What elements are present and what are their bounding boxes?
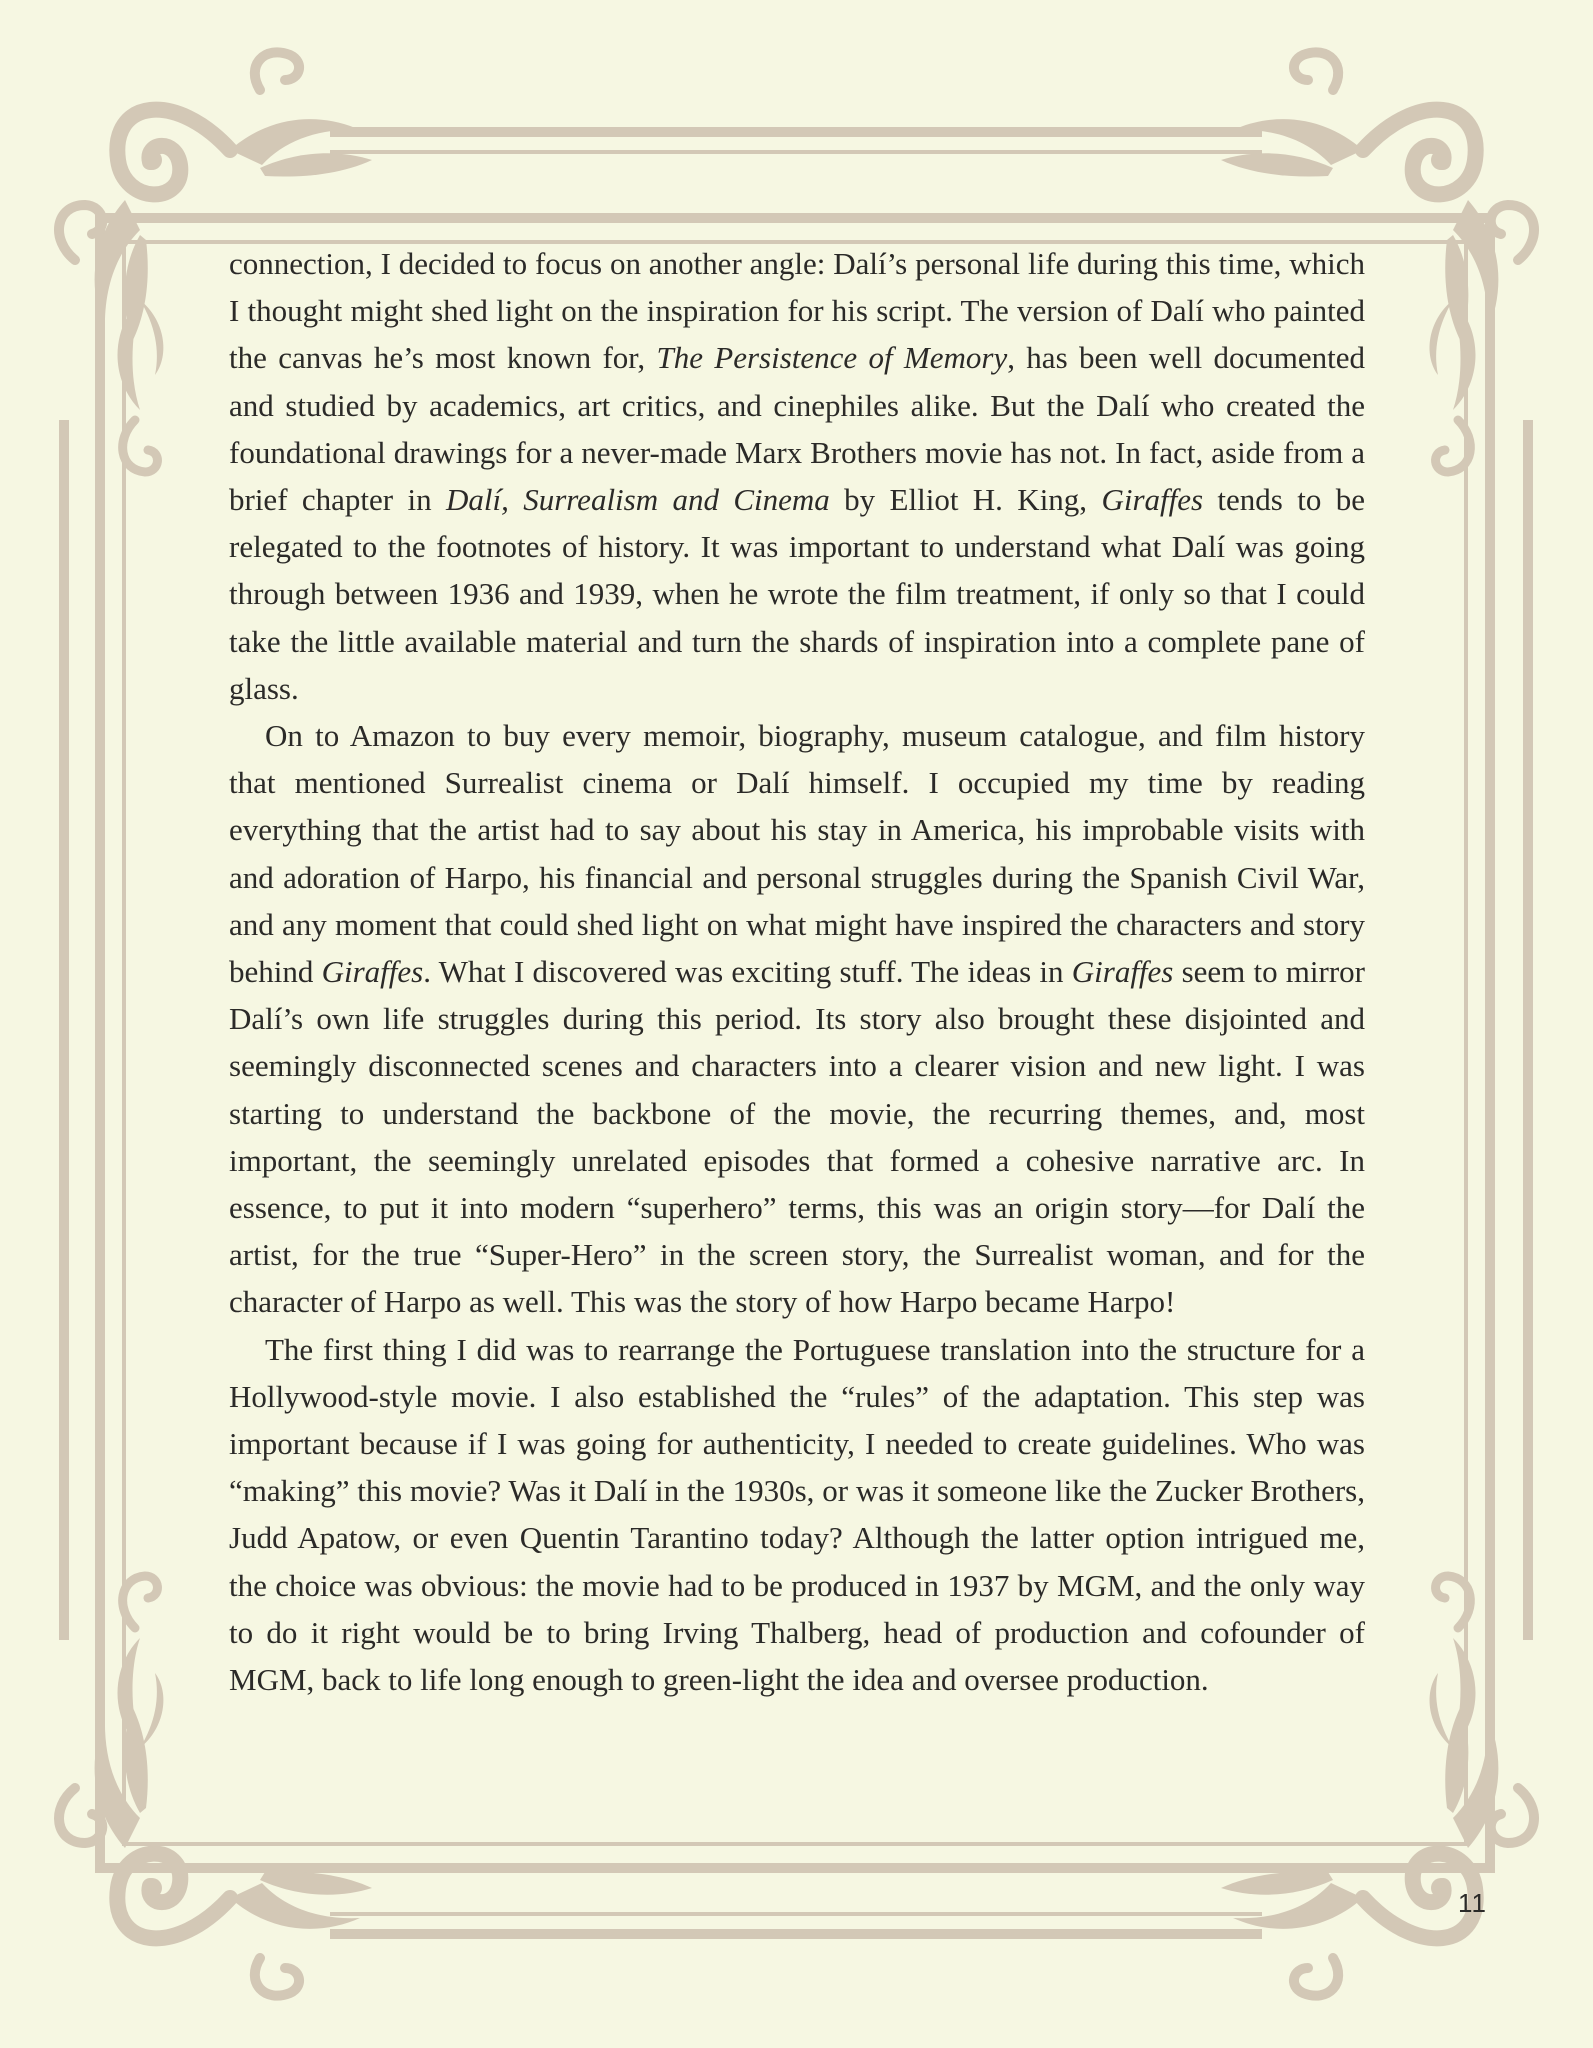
- body-text: [229, 240, 1365, 1703]
- text-run: connection, I decided to focus on another angle: Dalí’s personal life during this time, which I thought might shed light on the inspiration for his script. The version of Dalí who painted the canvas he’s most known for,: [229, 246, 1365, 376]
- paragraph: [229, 712, 1365, 1326]
- text-run: On to Amazon to buy every memoir, biography, museum catalogue, and film history that mentioned Surrealist cinema or Dalí himself. I occupied my time by reading everything that the artist had to say about his stay in America, his improbable visits with and adoration of Harpo, his financial and personal struggles during the Spanish Civil War, and any moment that could shed light on what might have inspired the characters and story behind: [229, 718, 1365, 990]
- text-run: . What I discovered was exciting stuff. The ideas in: [423, 954, 1072, 990]
- italic-title: Giraffes: [1101, 482, 1204, 518]
- text-run: by Elliot H. King,: [829, 482, 1102, 518]
- italic-title: The Persistence of Memory: [656, 340, 1008, 376]
- italic-title: Giraffes: [1071, 954, 1174, 990]
- text-run: seem to mirror Dalí’s own life struggles during this period. Its story also brought these disjointed and seemingly disconnected scenes and characters into a clearer vision and new light. I was starting to understand the backbone of the movie, the recurring themes, and, most important, the seemingly unrelated episodes that formed a cohesive narrative arc. In essence, to put it into modern “superhero” terms, this was an origin story—for Dalí the artist, for the true “Super-Hero” in the screen story, the Surrealist woman, and for the character of Harpo as well. This was the story of how Harpo became Harpo!: [229, 954, 1366, 1320]
- text-run: The first thing I did was to rearrange the Portuguese translation into the structure for a Hollywood-style movie. I also established the “rules” of the adaptation. This step was important because if I was going for authenticity, I needed to create guidelines. Who was “making” this movie? Was it Dalí in the 1930s, or was it someone like the Zucker Brothers, Judd Apatow, or even Quentin Tarantino today? Although the latter option intrigued me, the choice was obvious: the movie had to be produced in 1937 by MGM, and the only way to do it right would be to bring Irving Thalberg, head of production and cofounder of MGM, back to life long enough to green-light the idea and oversee production.: [229, 1331, 1365, 1698]
- italic-title: Giraffes: [321, 954, 424, 990]
- text-run: , has been well documented and studied by academics, art critics, and cinephiles alike. But the Dalí who created the foundational drawings for a never-made Marx Brothers movie has not. In fact, aside from a brief chapter in: [229, 340, 1366, 518]
- paragraph: [229, 240, 1365, 712]
- italic-title: Dalí, Surrealism and Cinema: [445, 482, 830, 518]
- paragraph: [229, 1326, 1365, 1704]
- page-number: 11: [1458, 1888, 1487, 1918]
- text-run: tends to be relegated to the footnotes of history. It was important to understand what Dalí was going through between 1936 and 1939, when he wrote the film treatment, if only so that I could take the little available material and turn the shards of inspiration into a complete pane of glass.: [229, 482, 1365, 706]
